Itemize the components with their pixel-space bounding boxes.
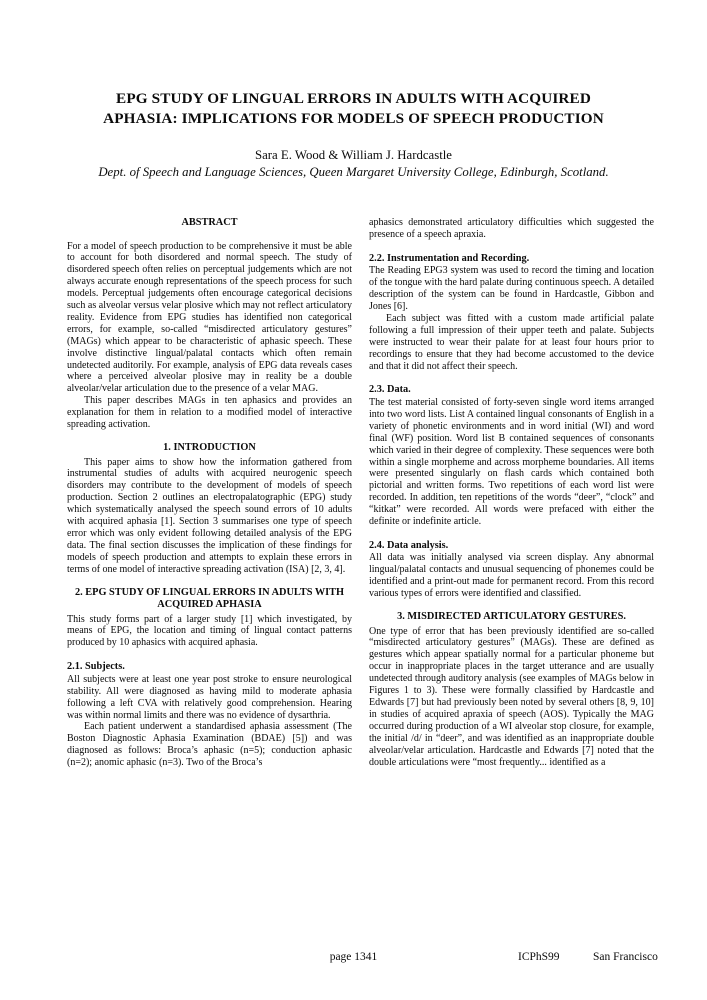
section-heading: 2. EPG STUDY OF LINGUAL ERRORS IN ADULTS WITH ACQUIRED APHASIA <box>74 586 345 611</box>
paragraph: This paper describes MAGs in ten aphasics and provides an explanation for them in relation to a modified model of interactive spreading activation. <box>67 395 352 431</box>
paragraph: The Reading EPG3 system was used to record the timing and location of the tongue with the hard palate during continuous speech. A detailed description of the system can be found in Hardcastle, Gibbon and Jones [6]. <box>369 265 654 313</box>
paragraph: All data was initially analysed via screen display. Any abnormal lingual/palatal contacts and unusual sequencing of phonemes could be identified and a print-out made for permanent record. From this record various types of errors were identified and classified. <box>369 552 654 600</box>
subsection-heading: 2.4. Data analysis. <box>369 539 449 551</box>
paragraph: This study forms part of a larger study [1] which investigated, by means of EPG, the location and timing of lingual contact patterns produced by 10 aphasics with acquired aphasia. <box>67 613 352 649</box>
footer-page-number: page 1341 <box>329 951 378 963</box>
paragraph: All subjects were at least one year post stroke to ensure neurological stability. All were diagnosed as having mild to moderate aphasia following a left CVA with relatively good comprehension. Hearing was within normal limits and there was no evidence of dysarthria. <box>67 673 352 721</box>
paragraph: One type of error that has been previously identified are so-called “misdirected articulatory gestures” (MAGs). These are defined as gestures which appear spatially normal for a particular phoneme but occur in inappropriate places in the target utterance and are usually undetected through auditory analysis (see examples of MAGs below in Figures 1 to 3). These were formally classified by Hardcastle and Edwards [7] but had previously been noted by several others [8, 9, 10] in studies of acquired apraxia of speech (AOS). Typically the MAG occurred during production of a WI alveolar stop closure, for example, the initial /d/ in “deer”, and was identified as an inappropriate double alveolar/velar articulation. Hardcastle and Edwards [7] noted that the double articulations were “most frequently... identified as a <box>369 625 654 768</box>
paper-title-line-2: APHASIA: IMPLICATIONS FOR MODELS OF SPEECH PRODUCTION <box>103 109 604 127</box>
subsection-heading: 2.1. Subjects. <box>67 661 125 673</box>
paragraph: Each subject was fitted with a custom made artificial palate following a full impression of their upper teeth and palate. Subjects were instructed to wear their palate for at least four hours prior to recordings to ensure that they had become accustomed to the device and that it did not affect their speech. <box>369 312 654 372</box>
subsection-heading: 2.2. Instrumentation and Recording. <box>369 252 530 264</box>
paragraph: This paper aims to show how the information gathered from instrumental studies of adults with acquired neurogenic speech disorders may contribute to the development of models of speech production. Section 2 outlines an electropalatographic (EPG) study which systematically analysed the speech sound errors of 10 adults with acquired aphasia [1]. Section 3 summarises one type of speech error which was only evident following detailed analysis of the EPG data. The final section discusses the implication of these findings for models of speech production and attempts to explain these errors in terms of one model of interactive spreading activation (ISA) [2, 3, 4]. <box>67 456 352 575</box>
section-heading: 3. MISDIRECTED ARTICULATORY GESTURES. <box>397 611 626 623</box>
paragraph: For a model of speech production to be comprehensive it must be able to account for both disordered and normal speech. The study of disordered speech often relies on perceptual judgements which are not always accurate enough representations of the speech process for such models. Perceptual judgements often encourage categorical decisions such as alveolar versus velar plosive which may not reflect articulatory reality. Evidence from EPG studies has identified non categorical errors, for example, so-called “misdirected articulatory gestures” (MAGs) which appear to be characteristic of aphasic speech. These involve distinctive lingual/palatal contacts which often remain undetected auditorily. For example, analysis of EPG data reveals cases where a perceived alveolar plosive may in reality be a double alveolar/velar articulation due to the presence of a velar MAG. <box>67 240 352 395</box>
affiliation-line: Dept. of Speech and Language Sciences, Queen Margaret University College, Edinburgh, Scotland. <box>98 165 609 179</box>
paper-title <box>0 89 707 129</box>
section-heading: 1. INTRODUCTION <box>163 442 256 453</box>
authors-line: Sara E. Wood & William J. Hardcastle <box>254 148 452 162</box>
paragraph: The test material consisted of forty-seven single word items arranged into two word lists. List A contained lingual consonants of English in a variety of phonetic environments and in word initial (WI) and word final (WF) position. Word list B contained sequences of consonants which varied in their degree of complexity. These sequences were both within a single morpheme and across morpheme boundaries. All items were presented singularly on flash cards which contained both pictorial and written forms. Two repetitions of each word list were recorded. In addition, ten repetitions of the words “deer”, “clock” and “kitkat” were recorded. All words were prefaced with either the definite or indefinite article. <box>369 396 654 528</box>
two-column-body <box>67 217 654 769</box>
subsection-heading: 2.3. Data. <box>369 384 411 396</box>
footer-location-label: San Francisco <box>593 951 658 963</box>
paragraph: aphasics demonstrated articulatory difficulties which suggested the presence of a speech apraxia. <box>369 217 654 240</box>
paper-title-line-1: EPG STUDY OF LINGUAL ERRORS IN ADULTS WITH ACQUIRED <box>116 90 591 107</box>
left-column <box>67 217 352 769</box>
right-column <box>369 217 654 769</box>
paragraph: Each patient underwent a standardised aphasia assessment (The Boston Diagnostic Aphasia Examination (BDAE) [5]) and was diagnosed as follows: Broca’s aphasic (n=5); conduction aphasic (n=2); anomic aphasic (n=3). Two of the Broca’s <box>67 721 352 769</box>
section-heading: ABSTRACT <box>181 217 238 228</box>
footer-conference-label: ICPhS99 <box>518 951 560 963</box>
